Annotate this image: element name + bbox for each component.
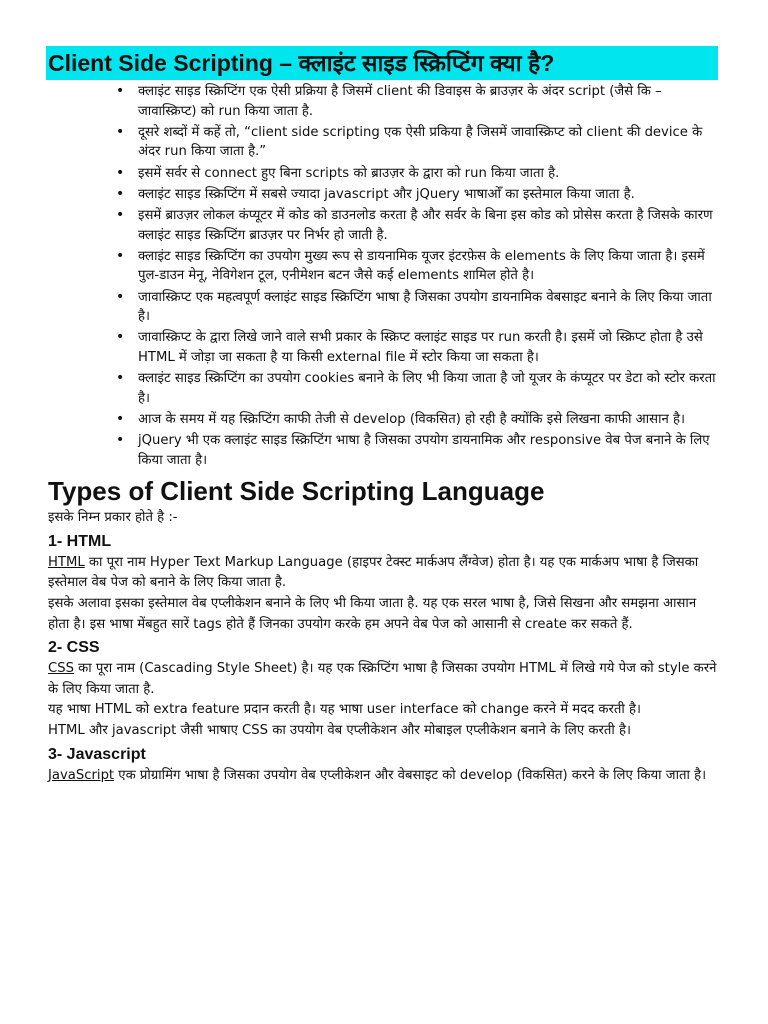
list-item: • जावास्क्रिप्ट एक महत्वपूर्ण क्लाइंट साइड स्क्रिप्टिंग भाषा है जिसका उपयोग डायनामिक वेबसाइट बनाने के लिए किया जाता है। bbox=[138, 288, 720, 327]
html-paragraph-2: इसके अलावा इसका इस्तेमाल वेब एप्लीकेशन बनाने के लिए भी किया जाता है. यह एक सरल भाषा है, जिसे सिखना और समझना आसान होता है। इस भाषा मेंबहुत सारें tags होते हैं जिनका उपयोग करके हम अपने वेब पेज को आसानी से create कर सकते हैं. bbox=[48, 596, 697, 632]
html-paragraph-1-text: का पूरा नाम Hyper Text Markup Language (हाइपर टेक्स्ट मार्कअप लैंग्वेज) होता है। यह एक मार्कअप भाषा है जिसका इस्तेमाल वेब पेज को बनाने के लिए किया जाता है. bbox=[48, 554, 699, 591]
section-heading-types: Types of Client Side Scripting Language bbox=[48, 476, 545, 507]
section-intro: इसके निम्न प्रकार होते है :- bbox=[48, 510, 178, 526]
css-paragraph-1-text: का पूरा नाम (Cascading Style Sheet) है। यह एक स्क्रिप्टिंग भाषा है जिसका उपयोग HTML में लिखे गये पेज को style करने के लिए किया जाता है. bbox=[48, 661, 717, 697]
list-item: • क्लाइंट साइड स्क्रिप्टिंग में सबसे ज्यादा javascript और jQuery भाषाओँ का इस्तेमाल किया जाता है. bbox=[138, 185, 720, 205]
subheading-css: 2- CSS bbox=[48, 639, 100, 657]
javascript-term-link[interactable]: JavaScript bbox=[48, 767, 115, 783]
list-item: • इसमें सर्वर से connect हुए बिना scripts को ब्राउज़र के द्वारा को run किया जाता है. bbox=[138, 164, 720, 184]
bullet-list bbox=[46, 82, 720, 470]
list-item: • क्लाइंट साइड स्क्रिप्टिंग एक ऐसी प्रक्रिया है जिसमें client की डिवाइस के ब्राउज़र के अंदर script (जैसे कि – जावास्क्रिप्ट) को run किया जाता है. bbox=[138, 82, 720, 121]
list-item: • क्लाइंट साइड स्क्रिप्टिंग का उपयोग cookies बनाने के लिए भी किया जाता है जो यूजर के कंप्यूटर पर डेटा को स्टोर करता है। bbox=[138, 369, 720, 408]
subheading-javascript: 3- Javascript bbox=[48, 745, 146, 763]
css-term-link[interactable]: CSS bbox=[48, 661, 74, 677]
css-paragraph-3: HTML और javascript जैसी भाषाए CSS का उपयोग वेब एप्लीकेशन और मोबाइल एप्लीकेशन बनाने के लिए करती है। bbox=[48, 722, 632, 738]
list-item: • दूसरे शब्दों में कहें तो, “client side scripting एक ऐसी प्रकिया है जिसमें जावास्क्रिप्ट को client की device के अंदर run किया जाता है.” bbox=[138, 123, 720, 162]
js-paragraph-1-text: एक प्रोग्रामिंग भाषा है जिसका उपयोग वेब एप्लीकेशन और वेबसाइट को develop (विकसित) करने के लिए किया जाता है। bbox=[114, 767, 707, 783]
page-title: Client Side Scripting – क्लाइंट साइड स्क्रिप्टिंग क्या है? bbox=[46, 46, 718, 80]
list-item: • क्लाइंट साइड स्क्रिप्टिंग का उपयोग मुख्य रूप से डायनामिक यूजर इंटरफ़ेस के elements के लिए किया जाता है। इसमें पुल-डाउन मेनू, नेविगेशन टूल, एनीमेशन बटन जैसे कई elements शामिल होते है। bbox=[138, 247, 720, 286]
list-item: • आज के समय में यह स्क्रिप्टिंग काफी तेजी से develop (विकसित) हो रही है क्योंकि इसे लिखना काफी आसान है। bbox=[138, 410, 720, 430]
list-item: • jQuery भी एक क्लाइंट साइड स्क्रिप्टिंग भाषा है जिसका उपयोग डायनामिक और responsive वेब पेज बनाने के लिए किया जाता है। bbox=[138, 431, 720, 470]
css-paragraph-2: यह भाषा HTML को extra feature प्रदान करती है। यह भाषा user interface को change करने में मदद करती है। bbox=[48, 702, 642, 718]
subheading-html: 1- HTML bbox=[48, 532, 112, 550]
list-item: • जावास्क्रिप्ट के द्वारा लिखे जाने वाले सभी प्रकार के स्क्रिप्ट क्लाइंट साइड पर run करती है। इसमें जो स्क्रिप्ट होता है उसे HTML में जोड़ा जा सकता है या किसी external file में स्टोर किया जा सकता है। bbox=[138, 328, 720, 367]
css-paragraph-1 bbox=[48, 659, 720, 700]
list-item: • इसमें ब्राउज़र लोकल कंप्यूटर में कोड को डाउनलोड करता है और सर्वर के बिना इस कोड को प्रोसेस करता है जिसके कारण क्लाइंट साइड स्क्रिप्टिंग ब्राउज़र पर निर्भर हो जाती है. bbox=[138, 206, 720, 245]
html-paragraph-1 bbox=[48, 553, 720, 594]
js-paragraph-1 bbox=[48, 766, 720, 787]
html-term-link[interactable]: HTML bbox=[48, 554, 85, 570]
